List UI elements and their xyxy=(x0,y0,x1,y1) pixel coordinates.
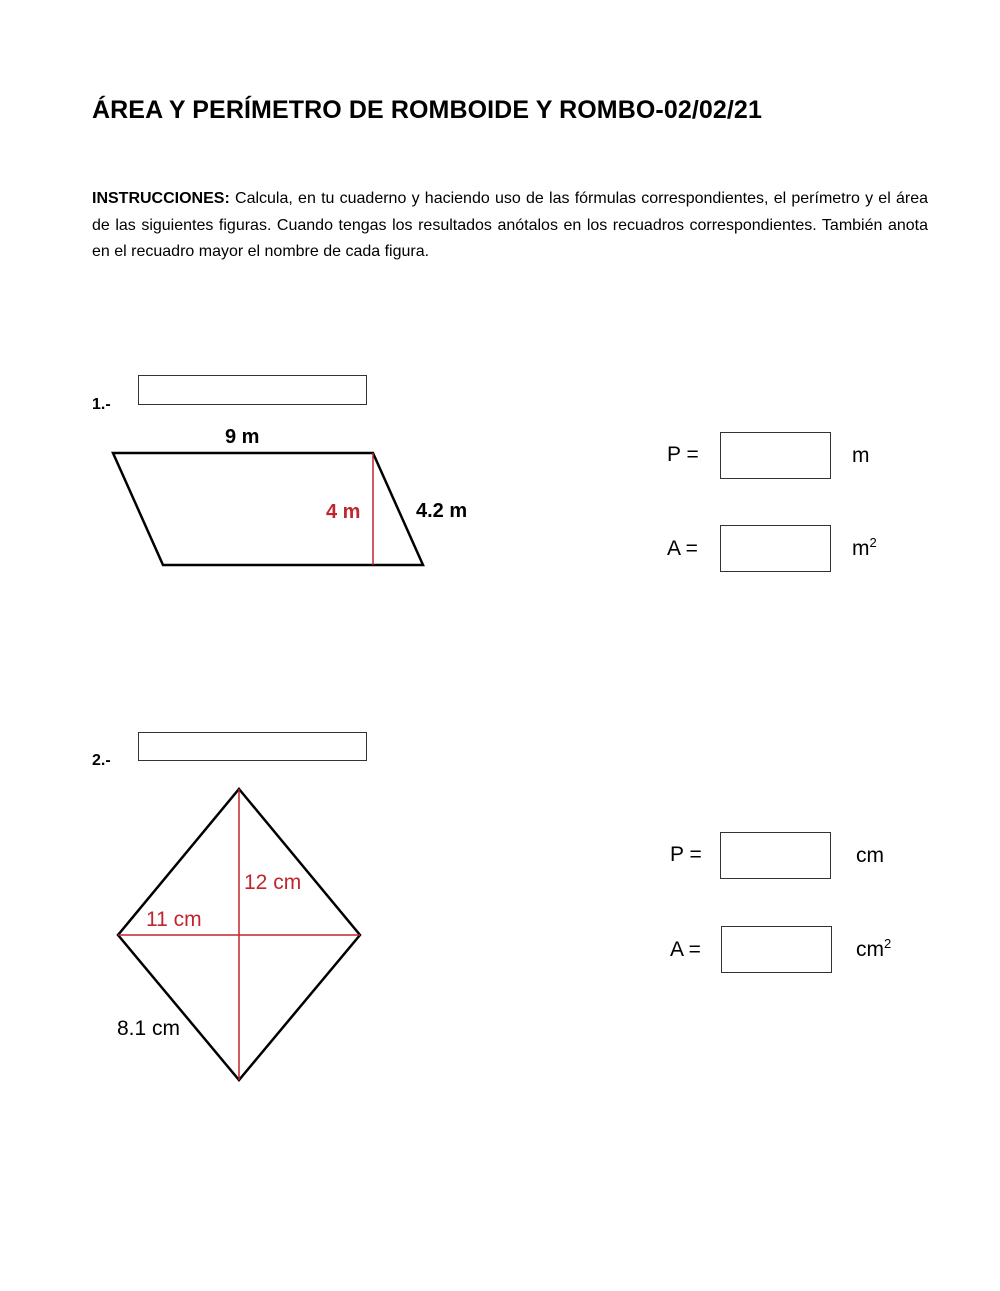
exercise-1-perimeter-input[interactable] xyxy=(720,432,831,479)
exercise-2-area-unit-base: cm xyxy=(856,938,884,961)
exercise-2-perimeter-label: P = xyxy=(670,843,702,866)
rhombus-diagonal-2-label: 11 cm xyxy=(146,908,202,931)
rhomboid-base-label: 9 m xyxy=(225,426,260,448)
rhomboid-shape xyxy=(113,453,423,565)
rhomboid-figure xyxy=(100,415,500,585)
rhombus-side-label: 8.1 cm xyxy=(117,1017,181,1040)
exercise-1-area-unit-base: m xyxy=(852,537,870,560)
exercise-2-area-unit xyxy=(856,938,891,962)
exercise-1-area-unit xyxy=(852,537,877,561)
exercise-2-area-input[interactable] xyxy=(721,926,832,973)
rhombus-figure xyxy=(100,780,380,1090)
rhomboid-side-label: 4.2 m xyxy=(416,500,468,522)
exercise-1-area-label: A = xyxy=(667,537,698,560)
exercise-1-number: 1.- xyxy=(92,396,111,413)
exercise-1-perimeter-unit: m xyxy=(852,444,870,467)
exercise-2-area-label: A = xyxy=(670,938,701,961)
exercise-1-area-input[interactable] xyxy=(720,525,831,572)
exercise-1-name-input[interactable] xyxy=(138,375,367,405)
rhomboid-height-label: 4 m xyxy=(326,501,361,523)
exercise-2-name-input[interactable] xyxy=(138,732,367,761)
exercise-2-perimeter-input[interactable] xyxy=(720,832,831,879)
exercise-1-area-unit-exponent: 2 xyxy=(869,535,877,550)
page-title: ÁREA Y PERÍMETRO DE ROMBOIDE Y ROMBO-02/02/21 xyxy=(92,96,762,124)
instructions-label: INSTRUCCIONES: xyxy=(92,190,230,207)
instructions-text: Calcula, en tu cuaderno y haciendo uso de las fórmulas correspondientes, el perímetro y el área de las siguientes figuras. Cuando tengas los resultados anótalos en los recuadros correspondientes. También anota en el recuadro mayor el nombre de cada figura. xyxy=(92,190,928,260)
exercise-2-perimeter-unit: cm xyxy=(856,844,884,867)
instructions-paragraph xyxy=(92,186,928,266)
exercise-2-area-unit-exponent: 2 xyxy=(884,936,892,951)
exercise-1-perimeter-label: P = xyxy=(667,443,699,466)
rhombus-diagonal-1-label: 12 cm xyxy=(244,871,302,894)
exercise-2-number: 2.- xyxy=(92,752,111,769)
